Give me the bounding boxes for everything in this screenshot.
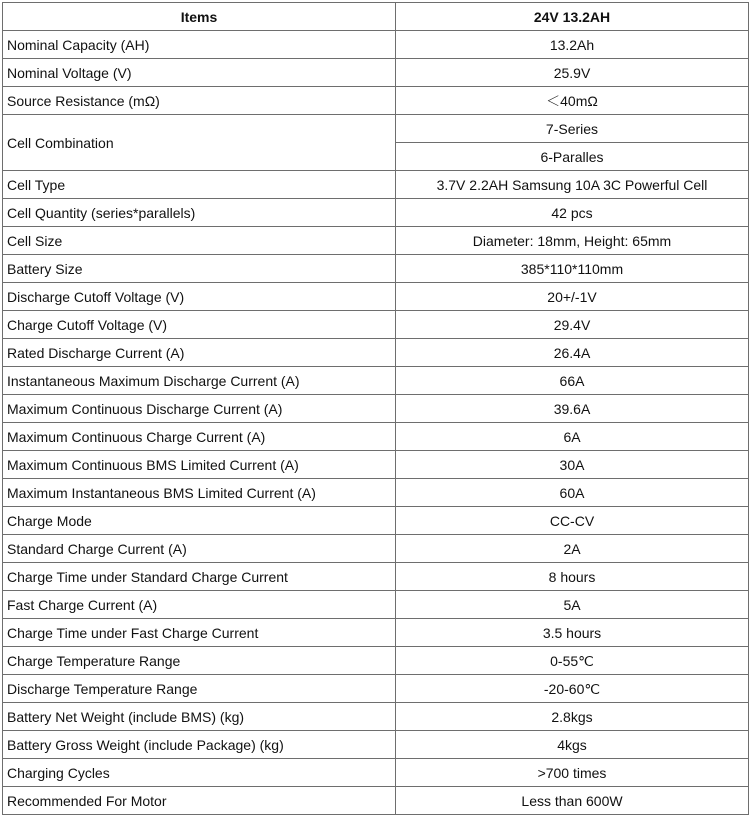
table-row [3,479,749,507]
label-maximum-continuous-discharge-current-a: Maximum Continuous Discharge Current (A) [3,395,396,423]
value-maximum-continuous-discharge-current-a: 39.6A [396,395,749,423]
value-cell-combination-2: 6-Paralles [396,143,749,171]
label-cell-size: Cell Size [3,227,396,255]
value-rated-discharge-current-a: 26.4A [396,339,749,367]
table-row [3,423,749,451]
table-row [3,59,749,87]
value-maximum-instantaneous-bms-limited-current-a: 60A [396,479,749,507]
table-row [3,451,749,479]
table-row [3,199,749,227]
table-row [3,87,749,115]
label-cell-combination: Cell Combination [3,115,396,171]
label-battery-net-weight-include-bms-kg: Battery Net Weight (include BMS) (kg) [3,703,396,731]
table-row [3,115,749,143]
label-cell-type: Cell Type [3,171,396,199]
table-row [3,283,749,311]
table-row [3,675,749,703]
value-cell-type: 3.7V 2.2AH Samsung 10A 3C Powerful Cell [396,171,749,199]
value-charge-cutoff-voltage-v: 29.4V [396,311,749,339]
value-instantaneous-maximum-discharge-current-a: 66A [396,367,749,395]
label-recommended-for-motor: Recommended For Motor [3,787,396,815]
value-maximum-continuous-charge-current-a: 6A [396,423,749,451]
label-nominal-capacity-ah: Nominal Capacity (AH) [3,31,396,59]
label-instantaneous-maximum-discharge-current-a: Instantaneous Maximum Discharge Current (A) [3,367,396,395]
label-battery-gross-weight-include-package-kg: Battery Gross Weight (include Package) (kg) [3,731,396,759]
table-row [3,31,749,59]
spec-table [2,2,749,815]
table-row [3,171,749,199]
value-nominal-voltage-v: 25.9V [396,59,749,87]
value-charging-cycles: >700 times [396,759,749,787]
label-nominal-voltage-v: Nominal Voltage (V) [3,59,396,87]
label-fast-charge-current-a: Fast Charge Current (A) [3,591,396,619]
spec-table-body [3,3,749,815]
table-row [3,535,749,563]
value-discharge-temperature-range: -20-60℃ [396,675,749,703]
table-row [3,339,749,367]
table-row [3,759,749,787]
table-row [3,395,749,423]
header-spec: 24V 13.2AH [396,3,749,31]
value-fast-charge-current-a: 5A [396,591,749,619]
table-row [3,647,749,675]
value-discharge-cutoff-voltage-v: 20+/-1V [396,283,749,311]
label-battery-size: Battery Size [3,255,396,283]
label-standard-charge-current-a: Standard Charge Current (A) [3,535,396,563]
label-maximum-continuous-charge-current-a: Maximum Continuous Charge Current (A) [3,423,396,451]
value-charge-time-under-standard-charge-current: 8 hours [396,563,749,591]
value-cell-size: Diameter: 18mm, Height: 65mm [396,227,749,255]
label-maximum-continuous-bms-limited-current-a: Maximum Continuous BMS Limited Current (A) [3,451,396,479]
value-maximum-continuous-bms-limited-current-a: 30A [396,451,749,479]
value-standard-charge-current-a: 2A [396,535,749,563]
value-recommended-for-motor: Less than 600W [396,787,749,815]
value-charge-time-under-fast-charge-current: 3.5 hours [396,619,749,647]
label-charge-time-under-fast-charge-current: Charge Time under Fast Charge Current [3,619,396,647]
table-row [3,367,749,395]
value-charge-mode: CC-CV [396,507,749,535]
header-items: Items [3,3,396,31]
value-battery-gross-weight-include-package-kg: 4kgs [396,731,749,759]
label-charge-time-under-standard-charge-current: Charge Time under Standard Charge Current [3,563,396,591]
value-source-resistance-m: ＜40mΩ [396,87,749,115]
value-nominal-capacity-ah: 13.2Ah [396,31,749,59]
table-row [3,619,749,647]
table-row [3,731,749,759]
label-charging-cycles: Charging Cycles [3,759,396,787]
label-discharge-cutoff-voltage-v: Discharge Cutoff Voltage (V) [3,283,396,311]
table-row [3,787,749,815]
label-cell-quantity-series-parallels: Cell Quantity (series*parallels) [3,199,396,227]
table-row [3,311,749,339]
table-row [3,703,749,731]
label-charge-cutoff-voltage-v: Charge Cutoff Voltage (V) [3,311,396,339]
header-row [3,3,749,31]
value-cell-combination-1: 7-Series [396,115,749,143]
table-row [3,507,749,535]
label-charge-mode: Charge Mode [3,507,396,535]
table-row [3,563,749,591]
label-rated-discharge-current-a: Rated Discharge Current (A) [3,339,396,367]
value-battery-net-weight-include-bms-kg: 2.8kgs [396,703,749,731]
table-row [3,591,749,619]
table-row [3,227,749,255]
label-source-resistance-m: Source Resistance (mΩ) [3,87,396,115]
value-charge-temperature-range: 0-55℃ [396,647,749,675]
label-maximum-instantaneous-bms-limited-current-a: Maximum Instantaneous BMS Limited Current (A) [3,479,396,507]
value-cell-quantity-series-parallels: 42 pcs [396,199,749,227]
label-discharge-temperature-range: Discharge Temperature Range [3,675,396,703]
table-row [3,255,749,283]
label-charge-temperature-range: Charge Temperature Range [3,647,396,675]
value-battery-size: 385*110*110mm [396,255,749,283]
